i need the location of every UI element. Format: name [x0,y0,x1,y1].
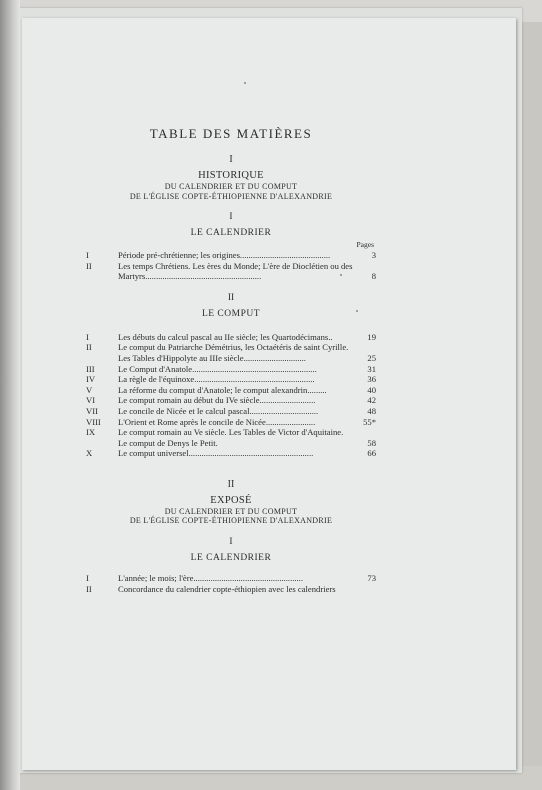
table-of-contents [86,126,376,594]
toc-entry [86,448,376,459]
entry-number: I [86,572,89,583]
entry-number: VII [86,405,98,416]
toc-entry [86,374,376,385]
part-subtitle: DU CALENDRIER ET DU COMPUT [164,506,298,516]
chapter-title: LE CALENDRIER [190,228,272,238]
entry-text: Le Comput d'Anatole.......................................................... [118,363,317,374]
toc-entry [86,342,376,363]
toc-entry [86,364,376,375]
entry-page: 8 [371,271,376,282]
toc-title: TABLE DES MATIÈRES [149,126,313,141]
toc-entry [86,417,376,428]
entry-text: L'année; le mois; l'ère................................................... [118,572,303,583]
entry-page: 42 [367,395,376,406]
entry-text: Concordance du calendrier copte-éthiopien avec les calendriers [118,583,336,594]
part-title: EXPOSÉ [210,494,252,506]
toc-entry [86,584,376,595]
chapter-title: LE COMPUT [201,308,261,319]
entry-page: 19 [367,331,376,342]
part-number: II [227,478,235,490]
part-number: I [229,154,233,165]
entry-number: II [86,342,92,353]
chapter-title: LE CALENDRIER [190,552,272,563]
entry-page: 40 [367,384,376,395]
paper-speck [244,82,246,84]
part-subtitle: DU CALENDRIER ET DU COMPUT [164,182,298,191]
entry-text: La règle de l'équinoxe........................................................ [118,374,315,385]
chapter-number: I [229,212,233,222]
part-subtitle: DE L'ÉGLISE COPTE-ÉTHIOPIENNE D'ALEXANDRIE [129,191,333,201]
entry-text: L'Orient et Rome après le concile de Nicée....................... [118,416,316,427]
chapter-number: I [229,536,233,547]
entry-number: IX [86,427,96,438]
entry-text: Les débuts du calcul pascal au IIe siècle; les Quartodécimans.. [118,331,333,342]
entry-number: X [86,448,93,459]
chapter-number: II [227,292,235,303]
entry-page: 55* [363,416,376,427]
entry-number: I [86,250,89,260]
entry-number: II [86,260,92,271]
part-subtitle: DE L'ÉGLISE COPTE-ÉTHIOPIENNE D'ALEXANDRIE [129,516,333,526]
entry-page: 31 [367,363,376,374]
entry-text: Le comput du Patriarche Démétrius, les Octaétéris de saint Cyrille. Les Tables d'Hippolyte au IIIe siècle............................. [118,342,349,363]
entry-text: Le comput universel.......................................................... [118,448,314,459]
entry-page: 66 [367,448,376,459]
entry-page: 58 [367,437,376,448]
toc-entry [86,395,376,406]
toc-entry [86,332,376,343]
entry-page: 3 [371,250,376,260]
part-title: HISTORIQUE [198,170,264,181]
entry-list [86,332,376,459]
entry-page: 73 [367,572,376,583]
entry-page: 36 [367,374,376,385]
entry-number: II [86,583,92,594]
toc-entry [86,385,376,396]
entry-list [86,573,376,594]
entry-text: La réforme du comput d'Anatole; le comput alexandrin......... [118,384,327,395]
toc-entry [86,250,376,261]
entry-number: IV [86,374,96,385]
pages-column-label: Pages [356,240,374,249]
entry-number: III [86,363,95,374]
entry-page: 25 [367,352,376,363]
entry-text: Le comput romain au Ve siècle. Les Tables de Victor d'Aquitaine. Le comput de Denys le Petit. [118,427,344,448]
entry-number: VI [86,395,96,406]
toc-entry [86,573,376,584]
toc-entry [86,406,376,417]
toc-entry [86,427,376,448]
entry-text: Les temps Chrétiens. Les ères du Monde; L'ère de Dioclétien ou des Martyrs...................................................... [118,260,353,282]
part-separator [86,459,376,479]
entry-text: Le concile de Nicée et le calcul pascal................................ [118,405,319,416]
entry-number: V [86,384,93,395]
toc-entry [86,261,376,282]
entry-list [86,250,376,282]
entry-number: I [86,331,89,342]
entry-text: Période pré-chrétienne; les origines.......................................... [118,250,331,260]
entry-page: 48 [367,405,376,416]
book-binding-edge [0,0,20,790]
entry-text: Le comput romain au début du IVe siècle.......................... [118,395,316,406]
entry-number: VIII [86,416,101,427]
